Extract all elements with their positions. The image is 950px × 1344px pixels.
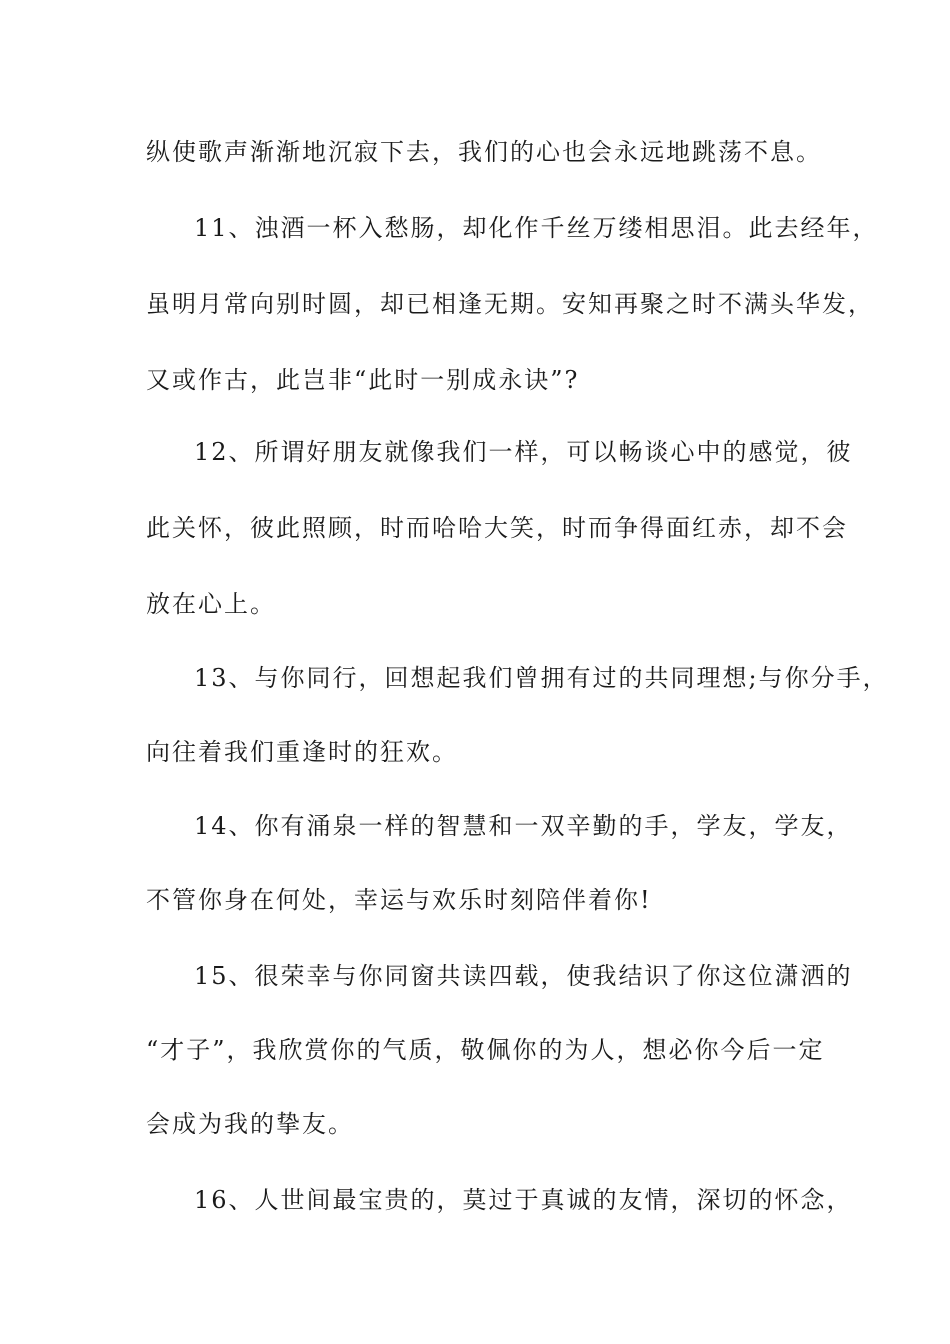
text-line: 不管你身在何处，幸运与欢乐时刻陪伴着你! [146,886,652,914]
text-line: 虽明月常向别时圆，却已相逢无期。安知再聚之时不满头华发， [146,290,874,318]
text-line: 16、人世间最宝贵的，莫过于真诚的友情，深切的怀念， [194,1186,853,1214]
text-line: 15、很荣幸与你同窗共读四载，使我结识了你这位潇洒的 [194,962,853,990]
text-line: 会成为我的挚友。 [146,1110,354,1138]
text-line: 此关怀，彼此照顾，时而哈哈大笑，时而争得面红赤，却不会 [146,514,848,542]
text-line: 11、浊酒一杯入愁肠，却化作千丝万缕相思泪。此去经年， [194,214,879,242]
text-line: 14、你有涌泉一样的智慧和一双辛勤的手，学友，学友， [194,812,853,840]
text-line: 13、与你同行，回想起我们曾拥有过的共同理想;与你分手， [194,664,889,692]
text-line: 又或作古，此岂非“此时一别成永诀”? [146,366,580,394]
text-line: 12、所谓好朋友就像我们一样，可以畅谈心中的感觉，彼 [194,438,853,466]
text-line: 向往着我们重逢时的狂欢。 [146,738,458,766]
text-line: 纵使歌声渐渐地沉寂下去，我们的心也会永远地跳荡不息。 [146,138,822,166]
text-line: “才子”，我欣赏你的气质，敬佩你的为人，想必你今后一定 [146,1036,825,1064]
text-line: 放在心上。 [146,590,276,618]
